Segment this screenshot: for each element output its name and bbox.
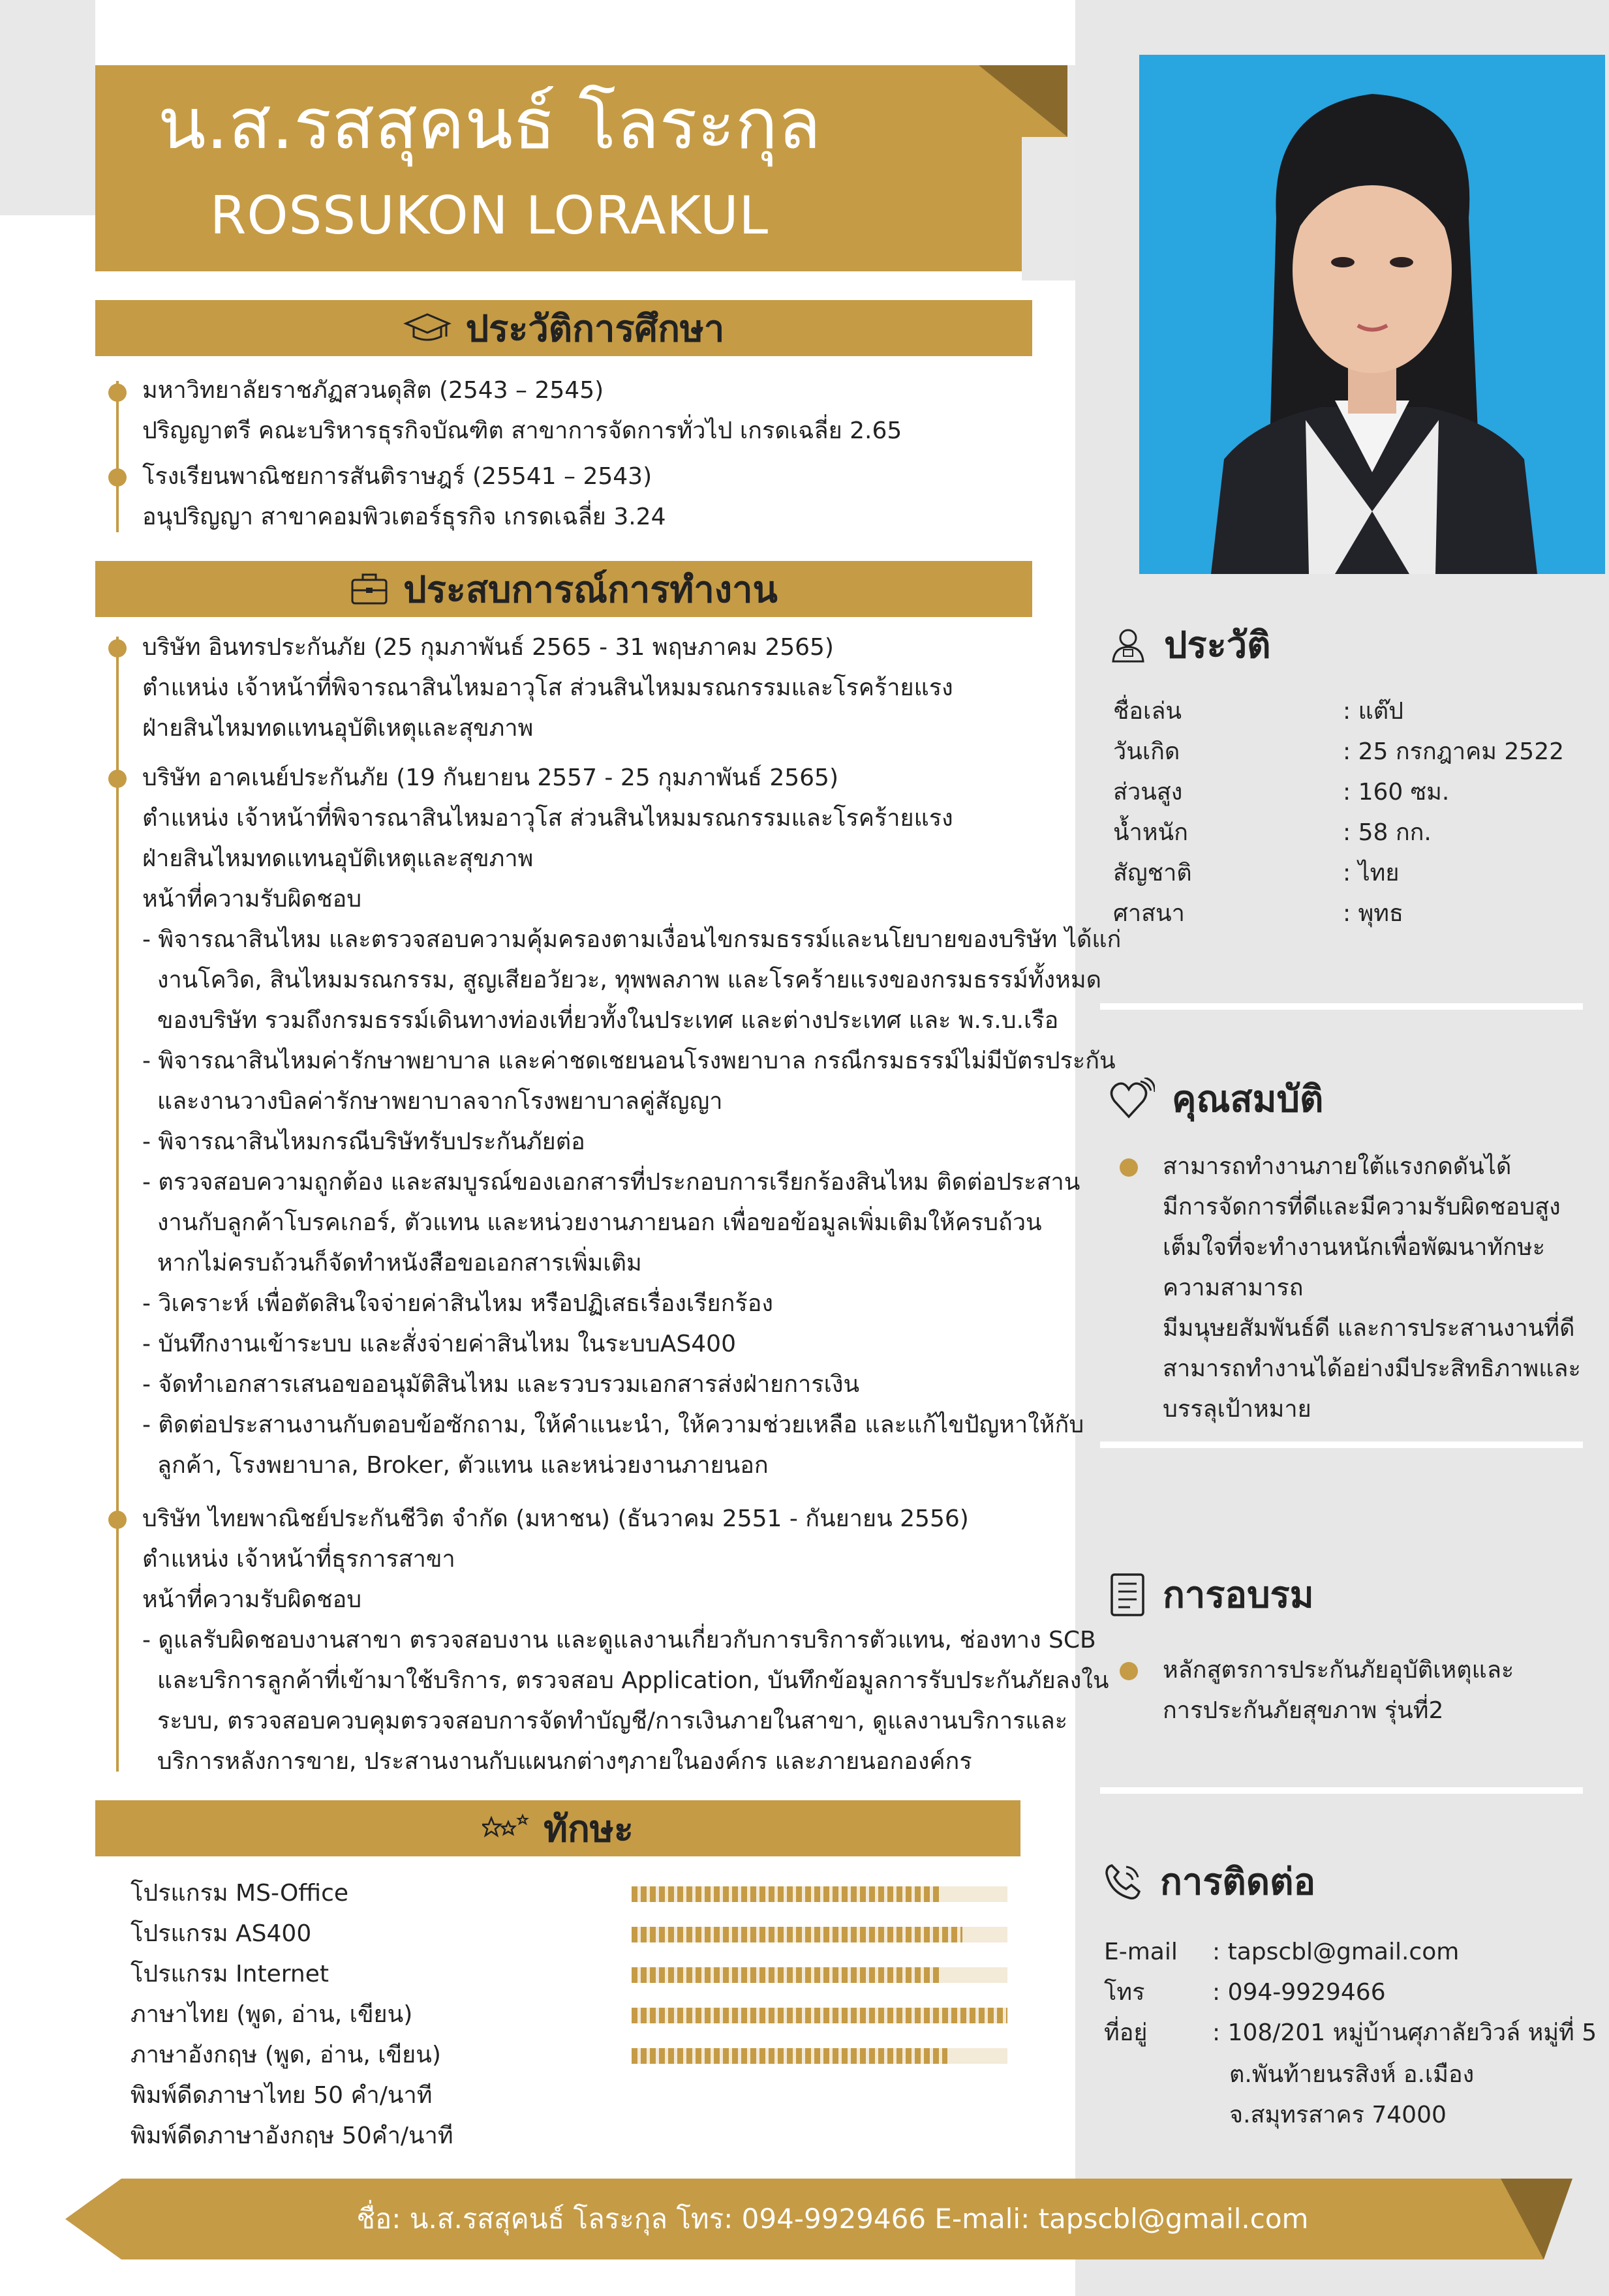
qualities-bullet	[1120, 1158, 1138, 1177]
contact-label: โทร	[1104, 1979, 1145, 2006]
job-company: บริษัท อินทรประกันภัย (25 กุมภาพันธ์ 2565 - 31 พฤษภาคม 2565)	[142, 634, 834, 661]
skill-bar	[632, 1967, 1007, 1983]
training-line: การประกันภัยสุขภาพ รุ่นที่2	[1163, 1697, 1444, 1724]
skill-bar	[632, 2048, 1007, 2064]
skills-header	[95, 1800, 1020, 1856]
person-photo-icon	[1139, 55, 1605, 574]
timeline-dot	[108, 639, 127, 657]
job-line: หน้าที่ความรับผิดชอบ	[142, 886, 362, 913]
job-line: หน้าที่ความรับผิดชอบ	[142, 1586, 362, 1613]
profile-label: ศาสนา	[1113, 900, 1185, 927]
qualities-line: เต็มใจที่จะทำงานหนักเพื่อพัฒนาทักษะ	[1163, 1234, 1546, 1261]
skill-bar	[632, 1927, 1007, 1942]
contact-address-line: จ.สมุทรสาคร 74000	[1229, 2102, 1447, 2128]
education-timeline	[116, 381, 119, 532]
skill-bar	[632, 1886, 1007, 1902]
job-duty: ของบริษัท รวมถึงกรมธรรม์เดินทางท่องเที่ยวทั้งในประเทศ และต่างประเทศ และ พ.ร.บ.เรือ	[142, 1007, 1059, 1034]
qualities-line: มีการจัดการที่ดีและมีความรับผิดชอบสูง	[1163, 1194, 1561, 1220]
footer-text: ชื่อ: น.ส.รสสุคนธ์ โลระกุล โทร: 094-9929466 E-mali: tapscbl@gmail.com	[356, 2203, 1309, 2235]
training-header	[1109, 1565, 1314, 1624]
job-duty: - วิเคราะห์ เพื่อตัดสินใจจ่ายค่าสินไหม หรือปฏิเสธเรื่องเรียกร้อง	[142, 1290, 773, 1317]
job-line: ฝ่ายสินไหมทดแทนอุบัติเหตุและสุขภาพ	[142, 715, 534, 742]
stars-icon	[482, 1813, 529, 1844]
skill-bar-fill	[632, 1886, 940, 1902]
skill-label: โปรแกรม MS-Office	[130, 1880, 349, 1907]
contact-title: การติดต่อ	[1160, 1861, 1316, 1903]
name-banner-tab	[979, 65, 1067, 137]
divider	[1100, 1787, 1583, 1794]
contact-value: : tapscbl@gmail.com	[1212, 1939, 1460, 1965]
training-bullet	[1120, 1662, 1138, 1680]
experience-header	[95, 561, 1032, 617]
profile-value: : 25 กรกฎาคม 2522	[1343, 738, 1565, 765]
profile-label: น้ำหนัก	[1113, 819, 1188, 846]
briefcase-icon	[350, 572, 389, 606]
person-icon	[1109, 626, 1147, 664]
contact-address-line: ต.พันท้ายนรสิงห์ อ.เมือง	[1229, 2061, 1475, 2088]
training-line: หลักสูตรการประกันภัยอุบัติเหตุและ	[1163, 1657, 1514, 1684]
job-line: ตำแหน่ง เจ้าหน้าที่พิจารณาสินไหมอาวุโส ส่วนสินไหมมรณกรรมและโรคร้ายแรง	[142, 674, 953, 701]
qualities-header	[1109, 1070, 1323, 1128]
education-detail: อนุปริญญา สาขาคอมพิวเตอร์ธุรกิจ เกรดเฉลี่ย 3.24	[142, 504, 666, 530]
skill-bar-fill	[632, 2008, 1007, 2023]
education-title: ประวัติการศึกษา	[465, 307, 725, 350]
profile-header	[1109, 616, 1271, 674]
job-duty: งานโควิด, สินไหมมรณกรรม, สูญเสียอวัยวะ, ทุพพลภาพ และโรคร้ายแรงของกรมธรรม์ทั้งหมด	[142, 967, 1101, 993]
timeline-dot	[108, 384, 127, 402]
heart-icon	[1109, 1078, 1155, 1121]
job-duty: - พิจารณาสินไหมกรณีบริษัทรับประกันภัยต่อ	[142, 1128, 585, 1155]
job-duty: - พิจารณาสินไหม และตรวจสอบความคุ้มครองตามเงื่อนไขกรมธรรม์และนโยบายของบริษัท ได้แก่	[142, 926, 1122, 953]
skill-bar-fill	[632, 2048, 947, 2064]
timeline-dot	[108, 770, 127, 788]
profile-value: : พุทธ	[1343, 900, 1404, 927]
profile-label: ชื่อเล่น	[1113, 698, 1182, 725]
qualities-line: บรรลุเป้าหมาย	[1163, 1396, 1311, 1423]
profile-label: สัญชาติ	[1113, 860, 1192, 886]
skill-bar	[632, 2008, 1007, 2023]
skill-label: พิมพ์ดีดภาษาไทย 50 คำ/นาที	[130, 2082, 433, 2109]
contact-value: : 094-9929466	[1212, 1979, 1386, 2006]
job-duty: และบริการลูกค้าที่เข้ามาใช้บริการ, ตรวจสอบ Application, บันทึกข้อมูลการรับประกันภัยลงใน	[142, 1667, 1109, 1694]
profile-value: : ไทย	[1343, 860, 1400, 886]
timeline-dot	[108, 1511, 127, 1529]
contact-label: E-mail	[1104, 1939, 1178, 1965]
job-duty: หากไม่ครบถ้วนก็จัดทำหนังสือขอเอกสารเพิ่มเติม	[142, 1250, 642, 1276]
job-duty: - บันทึกงานเข้าระบบ และสั่งจ่ายค่าสินไหม ในระบบAS400	[142, 1331, 736, 1357]
graduation-cap-icon	[403, 312, 452, 344]
skill-bar-fill	[632, 1927, 962, 1942]
job-duty: บริการหลังการขาย, ประสานงานกับแผนกต่างๆภายในองค์กร และภายนอกองค์กร	[142, 1748, 972, 1775]
qualities-line: ความสามารถ	[1163, 1275, 1304, 1301]
bg-block-left	[0, 0, 95, 215]
profile-photo	[1139, 55, 1605, 574]
footer-left-tab	[65, 2179, 124, 2259]
qualities-line: สามารถทำงานได้อย่างมีประสิทธิภาพและ	[1163, 1355, 1581, 1382]
job-line: ตำแหน่ง เจ้าหน้าที่พิจารณาสินไหมอาวุโส ส่วนสินไหมมรณกรรมและโรคร้ายแรง	[142, 805, 953, 832]
experience-timeline	[116, 637, 119, 1772]
job-duty: และงานวางบิลค่ารักษาพยาบาลจากโรงพยาบาลคู่สัญญา	[142, 1088, 723, 1115]
skill-bar-fill	[632, 1967, 940, 1983]
name-english: ROSSUKON LORAKUL	[209, 185, 769, 246]
profile-label: วันเกิด	[1113, 738, 1180, 765]
skill-label: โปรแกรม Internet	[130, 1961, 329, 1987]
job-duty: งานกับลูกค้าโบรคเกอร์, ตัวแทน และหน่วยงานภายนอก เพื่อขอข้อมูลเพิ่มเติมให้ครบถ้วน	[142, 1209, 1042, 1236]
skill-label: ภาษาอังกฤษ (พูด, อ่าน, เขียน)	[130, 2042, 441, 2068]
qualities-line: มีมนุษยสัมพันธ์ดี และการประสานงานที่ดี	[1163, 1315, 1575, 1342]
qualities-line: สามารถทำงานภายใต้แรงกดดันได้	[1163, 1153, 1512, 1180]
job-duty: - ตรวจสอบความถูกต้อง และสมบูรณ์ของเอกสารที่ประกอบการเรียกร้องสินไหม ติดต่อประสาน	[142, 1169, 1080, 1196]
phone-icon	[1103, 1862, 1143, 1902]
job-line: ตำแหน่ง เจ้าหน้าที่ธุรการสาขา	[142, 1546, 455, 1573]
experience-title: ประสบการณ์การทำงาน	[403, 568, 778, 611]
qualities-title: คุณสมบัติ	[1172, 1078, 1324, 1121]
job-line: ฝ่ายสินไหมทดแทนอุบัติเหตุและสุขภาพ	[142, 845, 534, 872]
education-detail: ปริญญาตรี คณะบริหารธุรกิจบัณฑิต สาขาการจัดการทั่วไป เกรดเฉลี่ย 2.65	[142, 417, 902, 444]
divider	[1100, 1442, 1583, 1448]
job-company: บริษัท อาคเนย์ประกันภัย (19 กันยายน 2557 - 25 กุมภาพันธ์ 2565)	[142, 764, 839, 791]
contact-header	[1103, 1852, 1315, 1911]
job-duty: - ดูแลรับผิดชอบงานสาขา ตรวจสอบงาน และดูแลงานเกี่ยวกับการบริการตัวแทน, ช่องทาง SCB	[142, 1627, 1096, 1654]
profile-title: ประวัติ	[1164, 624, 1271, 667]
skill-label: ภาษาไทย (พูด, อ่าน, เขียน)	[130, 2001, 413, 2028]
profile-label: ส่วนสูง	[1113, 779, 1183, 806]
education-header	[95, 300, 1032, 356]
skills-title: ทักษะ	[544, 1807, 634, 1850]
name-thai: น.ส.รสสุคนธ์ โลระกุล	[157, 83, 821, 165]
job-company: บริษัท ไทยพาณิชย์ประกันชีวิต จำกัด (มหาชน) (ธันวาคม 2551 - กันยายน 2556)	[142, 1505, 969, 1532]
training-title: การอบรม	[1163, 1574, 1314, 1616]
job-duty: ระบบ, ตรวจสอบควบคุมตรวจสอบการจัดทำบัญชี/การเงินภายในสาขา, ดูแลงานบริการและ	[142, 1708, 1068, 1734]
skill-label: โปรแกรม AS400	[130, 1920, 312, 1947]
job-duty: - ติดต่อประสานงานกับตอบข้อซักถาม, ให้คำแนะนำ, ให้ความช่วยเหลือ และแก้ไขปัญหาให้กับ	[142, 1412, 1084, 1438]
profile-value: : 160 ซม.	[1343, 779, 1450, 806]
timeline-dot	[108, 468, 127, 487]
contact-value: : 108/201 หมู่บ้านศุภาลัยวิวล์ หมู่ที่ 5	[1212, 2019, 1597, 2046]
job-duty: - จัดทำเอกสารเสนอขออนุมัติสินไหม และรวบรวมเอกสารส่งฝ่ายการเงิน	[142, 1371, 860, 1398]
job-duty: - พิจารณาสินไหมค่ารักษาพยาบาล และค่าชดเชยนอนโรงพยาบาล กรณีกรมธรรม์ไม่มีบัตรประกัน	[142, 1048, 1116, 1074]
education-school: โรงเรียนพาณิชยการสันติราษฎร์ (25541 – 2543)	[142, 463, 652, 490]
document-icon	[1109, 1572, 1146, 1618]
skill-label: พิมพ์ดีดภาษาอังกฤษ 50คำ/นาที	[130, 2122, 453, 2149]
profile-value: : 58 กก.	[1343, 819, 1432, 846]
divider	[1100, 1003, 1583, 1010]
job-duty: ลูกค้า, โรงพยาบาล, Broker, ตัวแทน และหน่วยงานภายนอก	[142, 1452, 769, 1479]
profile-value: : แต๊ป	[1343, 698, 1404, 725]
contact-label: ที่อยู่	[1104, 2019, 1148, 2046]
education-school: มหาวิทยาลัยราชภัฏสวนดุสิต (2543 – 2545)	[142, 377, 604, 404]
